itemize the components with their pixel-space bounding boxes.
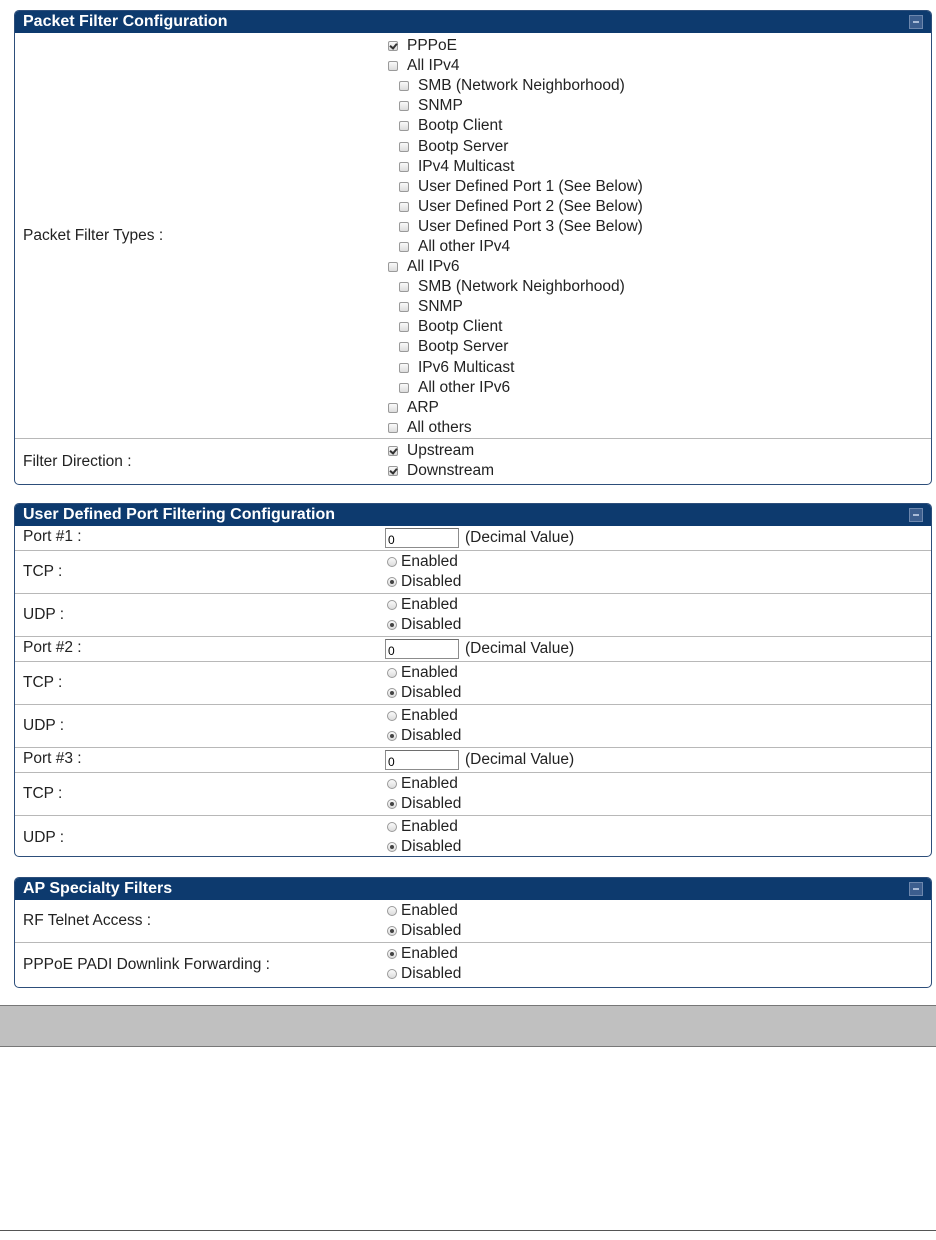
checkbox[interactable] bbox=[388, 466, 398, 476]
udp-row bbox=[15, 816, 931, 857]
radio-option-disabled[interactable] bbox=[387, 794, 932, 814]
tcp-row bbox=[15, 662, 931, 705]
checkbox[interactable] bbox=[399, 322, 409, 332]
checkbox[interactable] bbox=[399, 182, 409, 192]
radio-button[interactable] bbox=[387, 949, 397, 959]
radio-option-enabled[interactable] bbox=[387, 901, 932, 921]
radio-group bbox=[387, 705, 932, 747]
radio-option-enabled[interactable] bbox=[387, 552, 932, 572]
filter-type-label: All IPv4 bbox=[407, 57, 460, 75]
radio-group bbox=[387, 943, 932, 986]
filter-type-item[interactable] bbox=[388, 237, 932, 257]
tcp-label: TCP : bbox=[23, 674, 63, 691]
filter-type-item[interactable] bbox=[388, 378, 932, 398]
filter-type-label: PPPoE bbox=[407, 37, 457, 55]
radio-label: Enabled bbox=[401, 664, 458, 681]
radio-label: Disabled bbox=[401, 727, 462, 744]
udp-label: UDP : bbox=[23, 606, 65, 623]
ap-filter-row bbox=[15, 900, 931, 943]
radio-label: Enabled bbox=[401, 596, 458, 613]
checkbox[interactable] bbox=[388, 41, 398, 51]
radio-label: Disabled bbox=[401, 965, 462, 982]
port-value bbox=[385, 637, 932, 661]
checkbox[interactable] bbox=[399, 242, 409, 252]
radio-button[interactable] bbox=[387, 822, 397, 832]
filter-type-label: All other IPv4 bbox=[418, 237, 511, 255]
ap-specialty-header bbox=[15, 878, 931, 900]
radio-label: Enabled bbox=[401, 945, 458, 962]
radio-label: Disabled bbox=[401, 573, 462, 590]
direction-label: Downstream bbox=[407, 462, 494, 479]
radio-label: Disabled bbox=[401, 922, 462, 939]
port-input[interactable] bbox=[385, 528, 459, 548]
radio-group bbox=[387, 662, 932, 704]
packet-filter-types-list bbox=[388, 33, 932, 438]
collapse-icon[interactable] bbox=[909, 508, 923, 522]
udp-row bbox=[15, 594, 931, 637]
radio-button[interactable] bbox=[387, 906, 397, 916]
filter-type-label: IPv4 Multicast bbox=[418, 157, 515, 175]
panel-title: User Defined Port Filtering Configuration bbox=[23, 506, 336, 523]
radio-option-enabled[interactable] bbox=[387, 774, 932, 794]
checkbox[interactable] bbox=[399, 162, 409, 172]
radio-option-disabled[interactable] bbox=[387, 964, 932, 984]
panel-title: AP Specialty Filters bbox=[23, 880, 173, 897]
packet-filter-types-label: Packet Filter Types : bbox=[23, 226, 164, 244]
filter-type-item[interactable] bbox=[388, 217, 932, 237]
ap-filter-row bbox=[15, 943, 931, 986]
checkbox[interactable] bbox=[388, 262, 398, 272]
checkbox[interactable] bbox=[388, 403, 398, 413]
radio-button[interactable] bbox=[387, 969, 397, 979]
filter-type-label: User Defined Port 1 (See Below) bbox=[418, 177, 643, 195]
radio-label: Enabled bbox=[401, 775, 458, 792]
filter-type-label: All other IPv6 bbox=[418, 378, 511, 396]
user-port-header bbox=[15, 504, 931, 526]
radio-label: Disabled bbox=[401, 795, 462, 812]
filter-type-label: SMB (Network Neighborhood) bbox=[418, 278, 625, 296]
panel-title: Packet Filter Configuration bbox=[23, 13, 228, 30]
tcp-label: TCP : bbox=[23, 785, 63, 802]
filter-type-label: SNMP bbox=[418, 298, 463, 316]
radio-option-disabled[interactable] bbox=[387, 837, 932, 857]
ap-filter-label: RF Telnet Access : bbox=[23, 912, 152, 929]
port-row bbox=[15, 748, 931, 773]
bottom-bar bbox=[0, 1005, 936, 1047]
filter-type-label: Bootp Client bbox=[418, 117, 503, 135]
checkbox[interactable] bbox=[399, 383, 409, 393]
port-input[interactable] bbox=[385, 639, 459, 659]
filter-type-item[interactable] bbox=[388, 56, 932, 76]
radio-button[interactable] bbox=[387, 620, 397, 630]
ap-filter-label: PPPoE PADI Downlink Forwarding : bbox=[23, 955, 270, 973]
filter-type-label: Bootp Server bbox=[418, 137, 509, 155]
radio-option-enabled[interactable] bbox=[387, 595, 932, 615]
packet-filter-panel bbox=[14, 10, 932, 485]
filter-type-label: SMB (Network Neighborhood) bbox=[418, 77, 625, 95]
filter-type-item[interactable] bbox=[388, 317, 932, 337]
radio-button[interactable] bbox=[387, 799, 397, 809]
udp-row bbox=[15, 705, 931, 748]
radio-label: Disabled bbox=[401, 616, 462, 633]
radio-button[interactable] bbox=[387, 842, 397, 852]
port-label: Port #1 : bbox=[23, 528, 82, 545]
tcp-row bbox=[15, 773, 931, 816]
direction-item[interactable] bbox=[388, 441, 932, 461]
user-port-panel bbox=[14, 503, 932, 857]
radio-option-enabled[interactable] bbox=[387, 706, 932, 726]
port-value bbox=[385, 748, 932, 772]
radio-label: Enabled bbox=[401, 818, 458, 835]
radio-button[interactable] bbox=[387, 600, 397, 610]
filter-type-item[interactable] bbox=[388, 96, 932, 116]
radio-button[interactable] bbox=[387, 926, 397, 936]
radio-group bbox=[387, 816, 932, 857]
filter-type-item[interactable] bbox=[388, 337, 932, 357]
filter-type-item[interactable] bbox=[388, 257, 932, 277]
checkbox[interactable] bbox=[399, 363, 409, 373]
radio-option-disabled[interactable] bbox=[387, 572, 932, 592]
port-label: Port #3 : bbox=[23, 750, 82, 767]
port-input[interactable] bbox=[385, 750, 459, 770]
radio-button[interactable] bbox=[387, 711, 397, 721]
packet-filter-header bbox=[15, 11, 931, 33]
checkbox[interactable] bbox=[399, 81, 409, 91]
collapse-icon[interactable] bbox=[909, 15, 923, 29]
footer-rule bbox=[0, 1230, 936, 1231]
radio-label: Enabled bbox=[401, 902, 458, 919]
user-port-rows bbox=[15, 526, 931, 857]
radio-group bbox=[387, 900, 932, 942]
collapse-icon[interactable] bbox=[909, 882, 923, 896]
radio-label: Enabled bbox=[401, 707, 458, 724]
filter-type-item[interactable] bbox=[388, 398, 932, 418]
radio-option-enabled[interactable] bbox=[387, 663, 932, 683]
filter-type-label: ARP bbox=[407, 398, 439, 416]
packet-filter-types-row bbox=[15, 33, 931, 439]
filter-type-label: IPv6 Multicast bbox=[418, 358, 515, 376]
filter-direction-label: Filter Direction : bbox=[23, 452, 132, 470]
filter-type-item[interactable] bbox=[388, 197, 932, 217]
checkbox[interactable] bbox=[388, 61, 398, 71]
checkbox[interactable] bbox=[388, 446, 398, 456]
filter-type-label: Bootp Server bbox=[418, 338, 509, 356]
filter-type-label: User Defined Port 3 (See Below) bbox=[418, 217, 643, 235]
filter-type-item[interactable] bbox=[388, 297, 932, 317]
radio-option-disabled[interactable] bbox=[387, 921, 932, 941]
port-value bbox=[385, 526, 932, 550]
udp-label: UDP : bbox=[23, 717, 65, 734]
checkbox[interactable] bbox=[399, 121, 409, 131]
filter-type-item[interactable] bbox=[388, 157, 932, 177]
udp-label: UDP : bbox=[23, 828, 65, 846]
port-label: Port #2 : bbox=[23, 639, 82, 656]
checkbox[interactable] bbox=[388, 423, 398, 433]
filter-type-label: All IPv6 bbox=[407, 258, 460, 276]
radio-group bbox=[387, 594, 932, 636]
filter-direction-list bbox=[388, 439, 932, 484]
radio-option-enabled[interactable] bbox=[387, 817, 932, 837]
tcp-row bbox=[15, 551, 931, 594]
radio-group bbox=[387, 551, 932, 593]
port-row bbox=[15, 526, 931, 551]
filter-type-item[interactable] bbox=[388, 277, 932, 297]
radio-button[interactable] bbox=[387, 779, 397, 789]
filter-type-item[interactable] bbox=[388, 116, 932, 136]
filter-direction-row bbox=[15, 439, 931, 484]
tcp-label: TCP : bbox=[23, 563, 63, 580]
radio-button[interactable] bbox=[387, 577, 397, 587]
checkbox[interactable] bbox=[399, 222, 409, 232]
radio-label: Enabled bbox=[401, 553, 458, 570]
port-row bbox=[15, 637, 931, 662]
decimal-hint: (Decimal Value) bbox=[465, 640, 575, 657]
decimal-hint: (Decimal Value) bbox=[465, 751, 575, 768]
radio-option-disabled[interactable] bbox=[387, 683, 932, 703]
direction-item[interactable] bbox=[388, 461, 932, 481]
radio-option-disabled[interactable] bbox=[387, 726, 932, 746]
radio-option-disabled[interactable] bbox=[387, 615, 932, 635]
radio-button[interactable] bbox=[387, 557, 397, 567]
ap-specialty-panel bbox=[14, 877, 932, 988]
filter-type-label: User Defined Port 2 (See Below) bbox=[418, 197, 643, 215]
ap-specialty-rows bbox=[15, 900, 931, 986]
radio-option-enabled[interactable] bbox=[387, 944, 932, 964]
radio-button[interactable] bbox=[387, 688, 397, 698]
radio-group bbox=[387, 773, 932, 815]
filter-type-label: All others bbox=[407, 418, 472, 436]
filter-type-item[interactable] bbox=[388, 76, 932, 96]
checkbox[interactable] bbox=[399, 282, 409, 292]
decimal-hint: (Decimal Value) bbox=[465, 529, 575, 546]
checkbox[interactable] bbox=[399, 202, 409, 212]
radio-label: Disabled bbox=[401, 838, 462, 855]
radio-label: Disabled bbox=[401, 684, 462, 701]
checkbox[interactable] bbox=[399, 101, 409, 111]
filter-type-item[interactable] bbox=[388, 358, 932, 378]
filter-type-label: SNMP bbox=[418, 97, 463, 115]
direction-label: Upstream bbox=[407, 442, 475, 459]
filter-type-item[interactable] bbox=[388, 177, 932, 197]
filter-type-item[interactable] bbox=[388, 418, 932, 438]
radio-button[interactable] bbox=[387, 731, 397, 741]
filter-type-item[interactable] bbox=[388, 136, 932, 156]
filter-type-item[interactable] bbox=[388, 36, 932, 56]
checkbox[interactable] bbox=[399, 342, 409, 352]
checkbox[interactable] bbox=[399, 142, 409, 152]
radio-button[interactable] bbox=[387, 668, 397, 678]
filter-type-label: Bootp Client bbox=[418, 318, 503, 336]
checkbox[interactable] bbox=[399, 302, 409, 312]
